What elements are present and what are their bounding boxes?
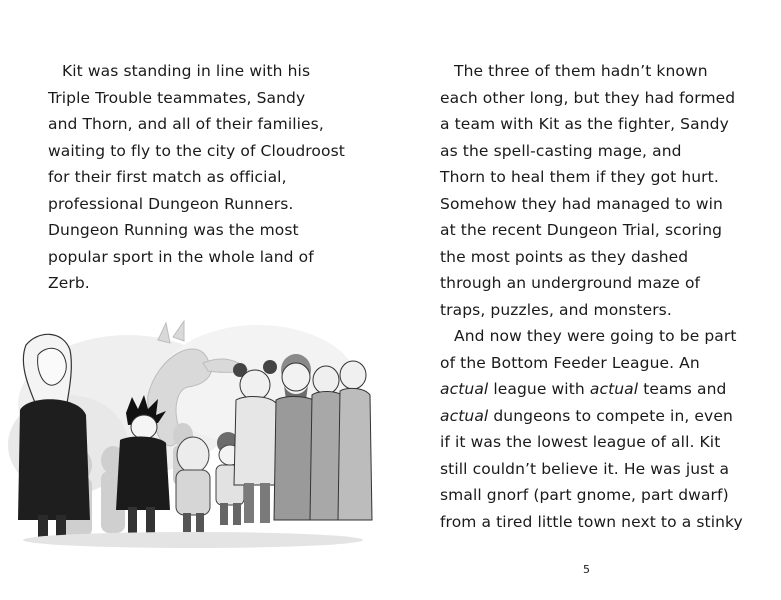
text-line: and Thorn, and all of their families, — [48, 115, 324, 133]
text-line: the most points as they dashed — [440, 247, 689, 266]
left-page — [0, 0, 390, 600]
text-line: as the spell-casting mage, and — [440, 141, 682, 160]
small-character — [176, 437, 210, 533]
text-segment: teams and — [638, 380, 727, 398]
text-line: small gnorf (part gnome, part dwarf) — [440, 486, 729, 504]
text-line: Zerb. — [48, 274, 90, 292]
italic-word: actual — [440, 406, 489, 425]
text-line: still couldn’t believe it. He was just a — [440, 459, 730, 478]
text-line: a team with Kit as the fighter, Sandy — [440, 115, 729, 133]
text-line: The three of them hadn’t known — [454, 62, 708, 80]
text-line: through an underground maze of — [440, 274, 701, 292]
text-line: Kit was standing in line with his — [62, 62, 311, 80]
text-segment: dungeons to compete in, even — [488, 406, 733, 425]
text-line: traps, puzzles, and monsters. — [440, 300, 672, 319]
text-line: And now they were going to be part — [454, 327, 737, 345]
text-line: for their first match as official, — [48, 168, 287, 186]
right-text — [440, 58, 743, 535]
crowd-illustration — [8, 315, 378, 555]
text-line: of the Bottom Feeder League. An — [440, 353, 700, 372]
text-line: popular sport in the whole land of — [48, 247, 314, 266]
text-line: Somehow they had managed to win — [440, 194, 723, 213]
left-paragraph — [48, 58, 358, 297]
italic-word: actual — [440, 380, 489, 398]
italic-word: actual — [589, 380, 639, 398]
text-line: waiting to fly to the city of Cloudroost — [48, 141, 345, 160]
text-line: professional Dungeon Runners. — [48, 194, 294, 213]
text-line: Dungeon Running was the most — [48, 221, 299, 239]
page-number: 5 — [583, 563, 590, 576]
text-line: each other long, but they had formed — [440, 88, 736, 107]
ground-shadow — [23, 532, 363, 548]
text-line — [440, 403, 740, 430]
text-segment: league with — [488, 380, 590, 398]
text-line: at the recent Dungeon Trial, scoring — [440, 221, 723, 239]
text-line: if it was the lowest league of all. Kit — [440, 433, 721, 451]
text-line — [440, 376, 740, 403]
text-line: from a tired little town next to a stinky — [440, 512, 743, 531]
text-line: Triple Trouble teammates, Sandy — [48, 88, 306, 107]
text-line: Thorn to heal them if they got hurt. — [440, 168, 719, 186]
right-page — [390, 0, 781, 600]
